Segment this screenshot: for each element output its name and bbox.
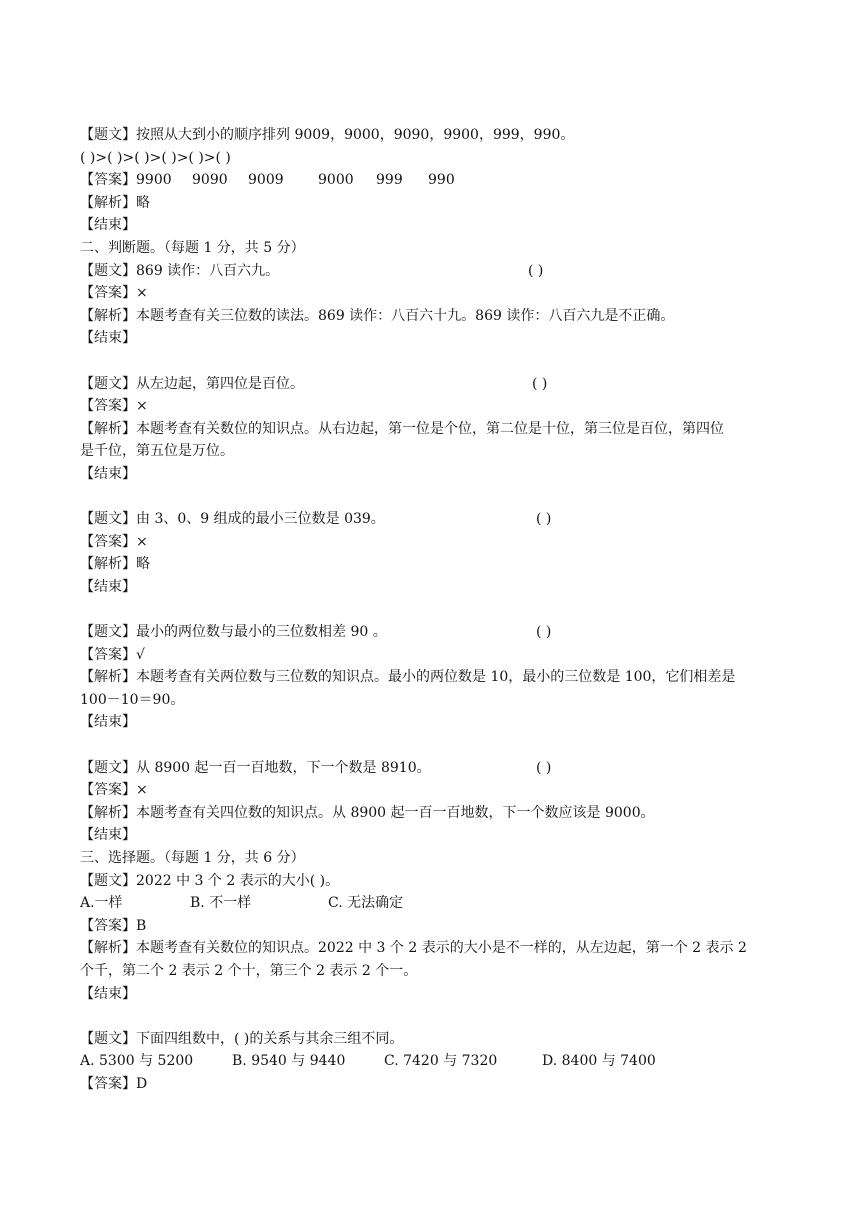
question-text: 【题文】最小的两位数与最小的三位数相差 90 。 xyxy=(80,624,387,641)
answer-text: 【答案】× xyxy=(80,782,148,799)
answer-text: 【答案】√ xyxy=(80,646,145,663)
analysis-text-cont: 个千，第二个 2 表示 2 个十，第三个 2 表示 2 个一。 xyxy=(80,962,418,979)
option-d: D. 8400 与 7400 xyxy=(542,1053,656,1070)
question-text: 【题文】按照从大到小的顺序排列 9009，9000，9090，9900，999，990。 xyxy=(80,127,575,143)
option-c: C. 无法确定 xyxy=(328,895,404,912)
question-line xyxy=(80,508,800,531)
analysis-text: 【解析】本题考查有关四位数的知识点。从 8900 起一百一百地数，下一个数应该是 9000。 xyxy=(80,804,655,821)
answer-value: 9090 xyxy=(192,172,228,189)
options-line xyxy=(80,892,800,915)
question-line xyxy=(80,621,800,644)
question-line xyxy=(80,373,800,396)
end-marker: 【结束】 xyxy=(80,578,136,595)
answer-text: 【答案】× xyxy=(80,533,148,550)
question-line xyxy=(80,260,800,283)
end-marker: 【结束】 xyxy=(80,985,136,1002)
answer-paren: ( ) xyxy=(528,262,544,279)
option-b: B. 不一样 xyxy=(190,895,252,912)
analysis-text-cont: 是千位，第五位是万位。 xyxy=(80,443,234,460)
analysis-text: 【解析】本题考查有关两位数与三位数的知识点。最小的两位数是 10，最小的三位数是 100，它们相差是 xyxy=(80,669,736,686)
analysis-text: 【解析】本题考查有关三位数的读法。869 读作：八百六十九。869 读作：八百六九是不正确。 xyxy=(80,307,675,324)
question-text: 【题文】从左边起，第四位是百位。 xyxy=(80,375,304,392)
question-text: 【题文】2022 中 3 个 2 表示的大小( )。 xyxy=(80,872,340,889)
analysis-text: 【解析】本题考查有关数位的知识点。2022 中 3 个 2 表示的大小是不一样的，从左边起，第一个 2 表示 2 xyxy=(80,940,747,957)
question-text: 【题文】从 8900 起一百一百地数，下一个数是 8910。 xyxy=(80,759,431,776)
answer-paren: ( ) xyxy=(536,759,552,776)
answer-value: 9009 xyxy=(248,172,284,189)
analysis-text: 【解析】略 xyxy=(80,556,150,573)
answer-tag: 【答案】 xyxy=(80,172,136,189)
section-heading: 二、判断题。（每题 1 分，共 5 分） xyxy=(80,239,305,256)
answer-paren: ( ) xyxy=(532,375,548,392)
answer-blanks: ( )>( )>( )>( )>( )>( ) xyxy=(80,149,231,166)
answer-value: 990 xyxy=(428,172,455,189)
answer-text: 【答案】× xyxy=(80,398,148,415)
analysis-text: 【解析】略 xyxy=(80,194,150,211)
analysis-text: 【解析】本题考查有关数位的知识点。从右边起，第一位是个位，第二位是十位，第三位是百位，第四位 xyxy=(80,420,724,437)
option-c: C. 7420 与 7320 xyxy=(384,1053,498,1070)
answer-line xyxy=(80,169,800,192)
section-heading: 三、选择题。（每题 1 分，共 6 分） xyxy=(80,850,305,866)
option-a: A. 5300 与 5200 xyxy=(80,1053,194,1070)
answer-value: 9000 xyxy=(318,172,354,189)
end-marker: 【结束】 xyxy=(80,465,136,482)
answer-text: 【答案】D xyxy=(80,1075,148,1092)
option-a: A.一样 xyxy=(80,895,123,912)
answer-value: 9900 xyxy=(136,172,172,189)
end-marker: 【结束】 xyxy=(80,827,136,844)
option-b: B. 9540 与 9440 xyxy=(232,1053,346,1070)
end-marker: 【结束】 xyxy=(80,330,136,347)
end-marker: 【结束】 xyxy=(80,217,136,234)
question-text: 【题文】869 读作：八百六九。 xyxy=(80,262,280,279)
options-line xyxy=(80,1050,800,1073)
question-text: 【题文】下面四组数中，( )的关系与其余三组不同。 xyxy=(80,1030,404,1047)
analysis-text-cont: 100－10＝90。 xyxy=(80,691,185,708)
answer-value: 999 xyxy=(376,172,403,189)
answer-paren: ( ) xyxy=(536,511,552,528)
question-line xyxy=(80,757,800,780)
answer-text: 【答案】× xyxy=(80,285,148,302)
end-marker: 【结束】 xyxy=(80,714,136,731)
document-page xyxy=(80,124,800,1096)
answer-paren: ( ) xyxy=(536,624,552,641)
question-text: 【题文】由 3、0、9 组成的最小三位数是 039。 xyxy=(80,511,385,528)
answer-text: 【答案】B xyxy=(80,917,147,934)
